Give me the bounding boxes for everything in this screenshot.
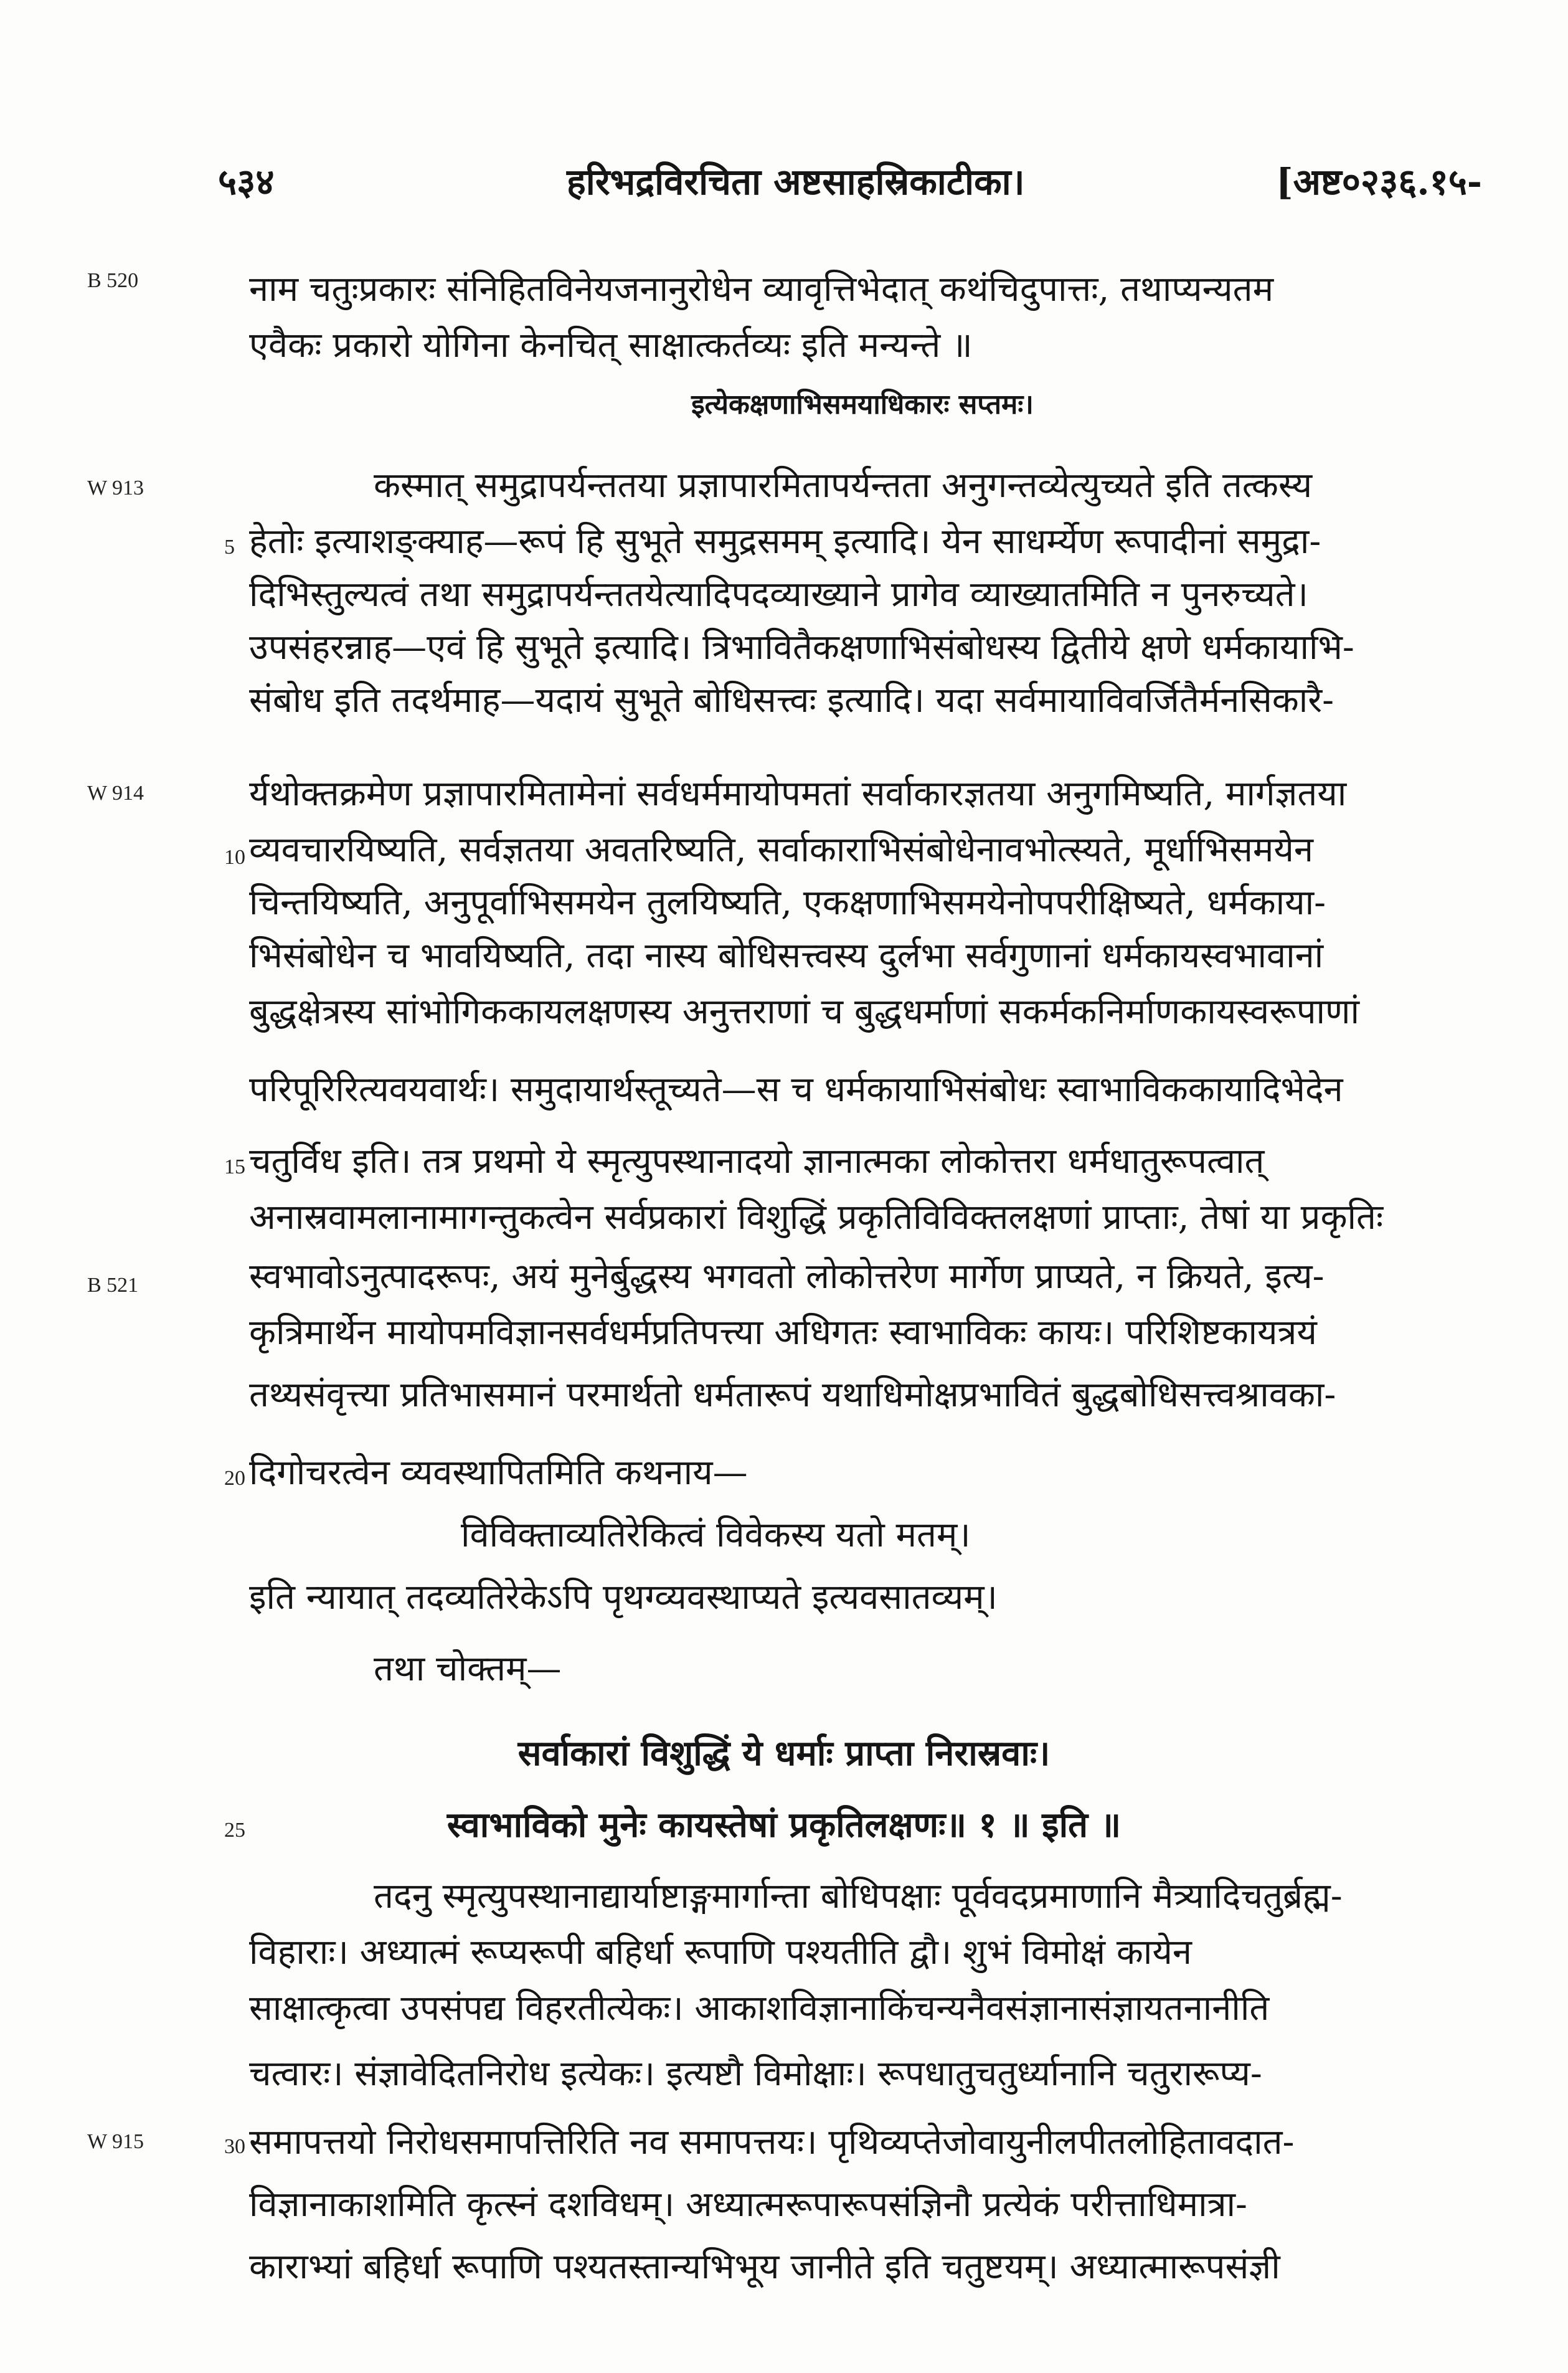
text-line: कृत्रिमार्थेन मायोपमविज्ञानसर्वधर्मप्रतिपत्त्या अधिगतः स्वाभाविकः कायः। परिशिष्टकायत्रयं — [249, 1312, 1317, 1353]
text-line: दिभिस्तुल्यत्वं तथा समुद्रापर्यन्ततयेत्यादिपदव्याख्याने प्रागेव व्याख्यातमिति न पुनरुच्यते। — [249, 574, 1308, 615]
text-line: दिगोचरत्वेन व्यवस्थापितमिति कथनाय— — [249, 1452, 748, 1493]
margin-ref-b521: B 521 — [87, 1274, 139, 1297]
text-line: संबोध इति तदर्थमाह—यदायं सुभूते बोधिसत्त्वः इत्यादि। यदा सर्वमायाविवर्जितैर्मनसिकारै- — [249, 680, 1334, 721]
text-line: र्यथोक्तक्रमेण प्रज्ञापारमितामेनां सर्वधर्ममायोपमतां सर्वाकारज्ञतया अनुगमिष्यति, मार्गज्ञतया — [249, 774, 1347, 814]
text-line: काराभ्यां बहिर्धा रूपाणि पश्यतस्तान्यभिभूय जानीते इति चतुष्टयम्। अध्यात्मारूपसंज्ञी — [249, 2247, 1280, 2287]
line-number-25: 25 — [224, 1819, 245, 1842]
line-number-10: 10 — [224, 846, 245, 869]
text-line: साक्षात्कृत्वा उपसंपद्य विहरतीत्येकः। आकाशविज्ञानाकिंचन्यनैवसंज्ञानासंज्ञायतनानीति — [249, 1988, 1270, 2029]
text-line: व्यवचारयिष्यति, सर्वज्ञतया अवतरिष्यति, सर्वाकाराभिसंबोधेनावभोत्स्यते, मूर्धाभिसमयेन — [249, 830, 1313, 870]
text-line: समापत्तयो निरोधसमापत्तिरिति नव समापत्तयः। पृथिव्यप्तेजोवायुनीलपीतलोहितावदात- — [249, 2122, 1295, 2162]
text-line: परिपूरिरित्यवयवार्थः। समुदायार्थस्तूच्यते—स च धर्मकायाभिसंबोधः स्वाभाविककायादिभेदेन — [249, 1069, 1343, 1110]
text-line: चत्वारः। संज्ञावेदितनिरोध इत्येकः। इत्यष्टौ विमोक्षाः। रूपधातुचतुर्ध्यानानि चतुरारूप्य- — [249, 2053, 1262, 2094]
line-number-20: 20 — [224, 1467, 245, 1490]
text-line: उपसंहरन्नाह—एवं हि सुभूते इत्यादि। त्रिभावितैकक्षणाभिसंबोधस्य द्वितीये क्षणे धर्मकायाभि- — [249, 627, 1354, 668]
text-line: बुद्धक्षेत्रस्य सांभोगिककायलक्षणस्य अनुत्तराणां च बुद्धधर्माणां सकर्मकनिर्माणकायस्वरूपाणां — [249, 992, 1360, 1032]
text-line: इति न्यायात् तदव्यतिरेकेऽपि पृथग्व्यवस्थाप्यते इत्यवसातव्यम्। — [249, 1577, 998, 1618]
text-line: चतुर्विध इति। तत्र प्रथमो ये स्मृत्युपस्थानादयो ज्ञानात्मका लोकोत्तरा धर्मधातुरूपत्वात् — [249, 1141, 1265, 1182]
page-number: ५३४ — [218, 161, 275, 203]
quote-line: विविक्ताव्यतिरेकित्वं विवेकस्य यतो मतम्। — [461, 1515, 971, 1555]
line-number-15: 15 — [224, 1155, 245, 1178]
text-line: कस्मात् समुद्रापर्यन्ततया प्रज्ञापारमितापर्यन्तता अनुगन्तव्येत्युच्यते इति तत्कस्य — [374, 465, 1313, 506]
line-number-30: 30 — [224, 2135, 245, 2158]
section-colophon: इत्येकक्षणाभिसमयाधिकारः सप्तमः। — [691, 389, 1034, 420]
margin-ref-w913: W 913 — [87, 476, 144, 500]
text-line: नाम चतुःप्रकारः संनिहितविनेयजनानुरोधेन व्यावृत्तिभेदात् कथंचिदुपात्तः, तथाप्यन्यतम — [249, 269, 1274, 310]
text-line: तथा चोक्तम्— — [374, 1649, 562, 1689]
text-line: स्वभावोऽनुत्पादरूपः, अयं मुनेर्बुद्धस्य भगवतो लोकोत्तरेण मार्गेण प्राप्यते, न क्रियते, इत्य- — [249, 1256, 1325, 1297]
text-line: अनास्रवामलानामागन्तुकत्वेन सर्वप्रकारां विशुद्धिं प्रकृतिविविक्तलक्षणां प्राप्ताः, तेषां या प्रकृतिः — [249, 1197, 1384, 1238]
margin-ref-w914: W 914 — [87, 782, 144, 805]
text-line: तथ्यसंवृत्त्या प्रतिभासमानं परमार्थतो धर्मतारूपं यथाधिमोक्षप्रभावितं बुद्धबोधिसत्त्वश्रावका- — [249, 1375, 1336, 1415]
page-header — [218, 156, 1482, 212]
text-line: चिन्तयिष्यति, अनुपूर्वाभिसमयेन तुलयिष्यति, एकक्षणाभिसमयेनोपपरीक्षिष्यते, धर्मकाया- — [249, 883, 1326, 923]
margin-ref-b520: B 520 — [87, 269, 139, 292]
text-line: एवैकः प्रकारो योगिना केनचित् साक्षात्कर्तव्यः इति मन्यन्ते ॥ — [249, 325, 973, 366]
verse-line: सर्वाकारां विशुद्धिं ये धर्माः प्राप्ता निरास्रवाः। — [517, 1733, 1051, 1774]
margin-ref-w915: W 915 — [87, 2130, 144, 2153]
verse-line: स्वाभाविको मुनेः कायस्तेषां प्रकृतिलक्षणः॥ १ ॥ इति ॥ — [446, 1804, 1122, 1845]
text-line: हेतोः इत्याशङ्क्याह—रूपं हि सुभूते समुद्रसमम् इत्यादि। येन साधर्म्येण रूपादीनां समुद्रा- — [249, 521, 1321, 562]
text-line: विहाराः। अध्यात्मं रूप्यरूपी बहिर्धा रूपाणि पश्यतीति द्वौ। शुभं विमोक्षं कायेन — [249, 1932, 1192, 1973]
text-line: भिसंबोधेन च भावयिष्यति, तदा नास्य बोधिसत्त्वस्य दुर्लभा सर्वगुणानां धर्मकायस्वभावानां — [249, 935, 1324, 976]
running-title: हरिभद्रविरचिता अष्टसाहस्रिकाटीका। — [567, 161, 1025, 203]
text-line: तदनु स्मृत्युपस्थानाद्यार्याष्टाङ्गमार्गान्ता बोधिपक्षाः पूर्ववदप्रमाणानि मैत्र्यादिचतुर्ब्रह्म- — [374, 1876, 1343, 1916]
running-reference: [अष्ट०२३६.१५- — [1276, 161, 1482, 203]
text-line: विज्ञानाकाशमिति कृत्स्नं दशविधम्। अध्यात्मरूपारूपसंज्ञिनौ प्रत्येकं परीत्ताधिमात्रा- — [249, 2184, 1247, 2225]
line-number-5: 5 — [224, 536, 235, 559]
